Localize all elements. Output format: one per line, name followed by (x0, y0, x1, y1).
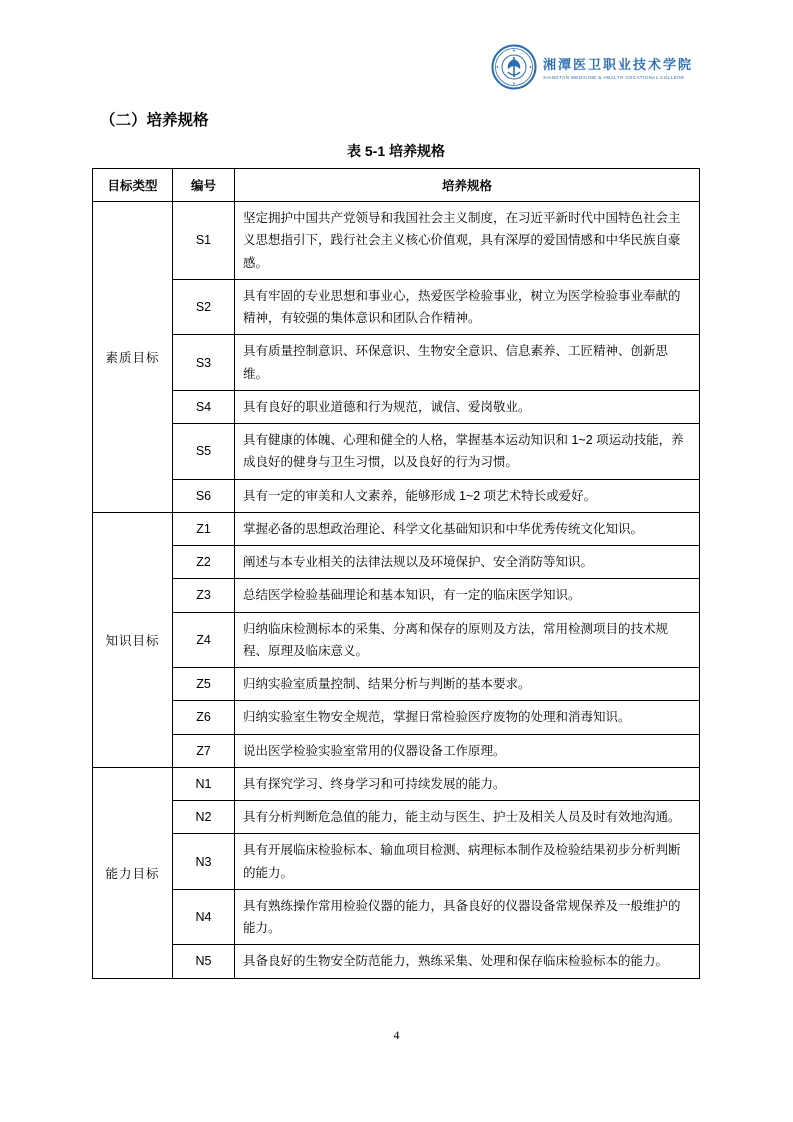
code-cell: Z2 (173, 546, 235, 579)
college-emblem-icon (491, 44, 537, 90)
goal-type-cell: 知识目标 (93, 512, 173, 767)
spec-cell: 具有一定的审美和人文素养，能够形成 1~2 项艺术特长或爱好。 (235, 479, 700, 512)
spec-cell: 具有探究学习、终身学习和可持续发展的能力。 (235, 767, 700, 800)
spec-cell: 具有分析判断危急值的能力，能主动与医生、护士及相关人员及时有效地沟通。 (235, 801, 700, 834)
spec-cell: 具备良好的生物安全防范能力，熟练采集、处理和保存临床检验标本的能力。 (235, 945, 700, 978)
code-cell: S1 (173, 202, 235, 280)
code-cell: Z7 (173, 734, 235, 767)
spec-cell: 归纳实验室生物安全规范，掌握日常检验医疗废物的处理和消毒知识。 (235, 701, 700, 734)
spec-cell: 归纳实验室质量控制、结果分析与判断的基本要求。 (235, 668, 700, 701)
spec-cell: 说出医学检验实验室常用的仪器设备工作原理。 (235, 734, 700, 767)
spec-cell: 具有健康的体魄、心理和健全的人格，掌握基本运动知识和 1~2 项运动技能，养成良好的健身与卫生习惯，以及良好的行为习惯。 (235, 424, 700, 480)
spec-cell: 具有熟练操作常用检验仪器的能力，具备良好的仪器设备常规保养及一般维护的能力。 (235, 889, 700, 945)
code-cell: N5 (173, 945, 235, 978)
table-row (93, 479, 700, 512)
code-cell: N4 (173, 889, 235, 945)
table-row (93, 612, 700, 668)
table-row (93, 834, 700, 890)
goal-type-cell: 素质目标 (93, 202, 173, 513)
table-row (93, 767, 700, 800)
header-row (93, 169, 700, 202)
table-row (93, 546, 700, 579)
table-body (93, 202, 700, 979)
code-cell: S5 (173, 424, 235, 480)
spec-cell: 掌握必备的思想政治理论、科学文化基础知识和中华优秀传统文化知识。 (235, 512, 700, 545)
table-row (93, 801, 700, 834)
table-row (93, 889, 700, 945)
table-row (93, 734, 700, 767)
table-title: 表 5-1 培养规格 (346, 143, 445, 159)
goal-type-cell: 能力目标 (93, 767, 173, 978)
code-cell: N2 (173, 801, 235, 834)
code-cell: N1 (173, 767, 235, 800)
college-name-en: XIANGTAN MEDICINE & HEALTH VOCATIONAL COLLEGE (542, 75, 685, 80)
table-row (93, 701, 700, 734)
code-cell: Z1 (173, 512, 235, 545)
table-row (93, 945, 700, 978)
code-cell: N3 (173, 834, 235, 890)
code-cell: Z3 (173, 579, 235, 612)
code-cell: Z5 (173, 668, 235, 701)
section-heading: （二）培养规格 (100, 112, 209, 129)
code-cell: S6 (173, 479, 235, 512)
code-cell: S4 (173, 390, 235, 423)
spec-cell: 总结医学检验基础理论和基本知识，有一定的临床医学知识。 (235, 579, 700, 612)
page-number: 4 (393, 1028, 400, 1042)
table-row (93, 512, 700, 545)
spec-cell: 归纳临床检测标本的采集、分离和保存的原则及方法，常用检测项目的技术规程、原理及临床意义。 (235, 612, 700, 668)
spec-cell: 坚定拥护中国共产党领导和我国社会主义制度，在习近平新时代中国特色社会主义思想指引下，践行社会主义核心价值观，具有深厚的爱国情感和中华民族自豪感。 (235, 202, 700, 280)
spec-cell: 具有质量控制意识、环保意识、生物安全意识、信息素养、工匠精神、创新思维。 (235, 335, 700, 391)
column-header: 目标类型 (93, 169, 173, 202)
spec-cell: 具有良好的职业道德和行为规范，诚信、爱岗敬业。 (235, 390, 700, 423)
column-header: 编号 (173, 169, 235, 202)
spec-cell: 具有开展临床检验标本、输血项目检测、病理标本制作及检验结果初步分析判断的能力。 (235, 834, 700, 890)
table-row (93, 579, 700, 612)
table-row (93, 202, 700, 280)
code-cell: S3 (173, 335, 235, 391)
column-header: 培养规格 (235, 169, 700, 202)
college-logo (491, 44, 693, 90)
code-cell: Z6 (173, 701, 235, 734)
college-name-block (543, 54, 693, 80)
table-row (93, 668, 700, 701)
spec-cell: 阐述与本专业相关的法律法规以及环境保护、安全消防等知识。 (235, 546, 700, 579)
spec-table (92, 168, 700, 979)
spec-cell: 具有牢固的专业思想和事业心，热爱医学检验事业，树立为医学检验事业奉献的精神，有较强的集体意识和团队合作精神。 (235, 279, 700, 335)
college-name-cn: 湘潭医卫职业技术学院 (542, 57, 693, 72)
code-cell: S2 (173, 279, 235, 335)
table-row (93, 335, 700, 391)
code-cell: Z4 (173, 612, 235, 668)
table-row (93, 279, 700, 335)
table-row (93, 390, 700, 423)
table-row (93, 424, 700, 480)
